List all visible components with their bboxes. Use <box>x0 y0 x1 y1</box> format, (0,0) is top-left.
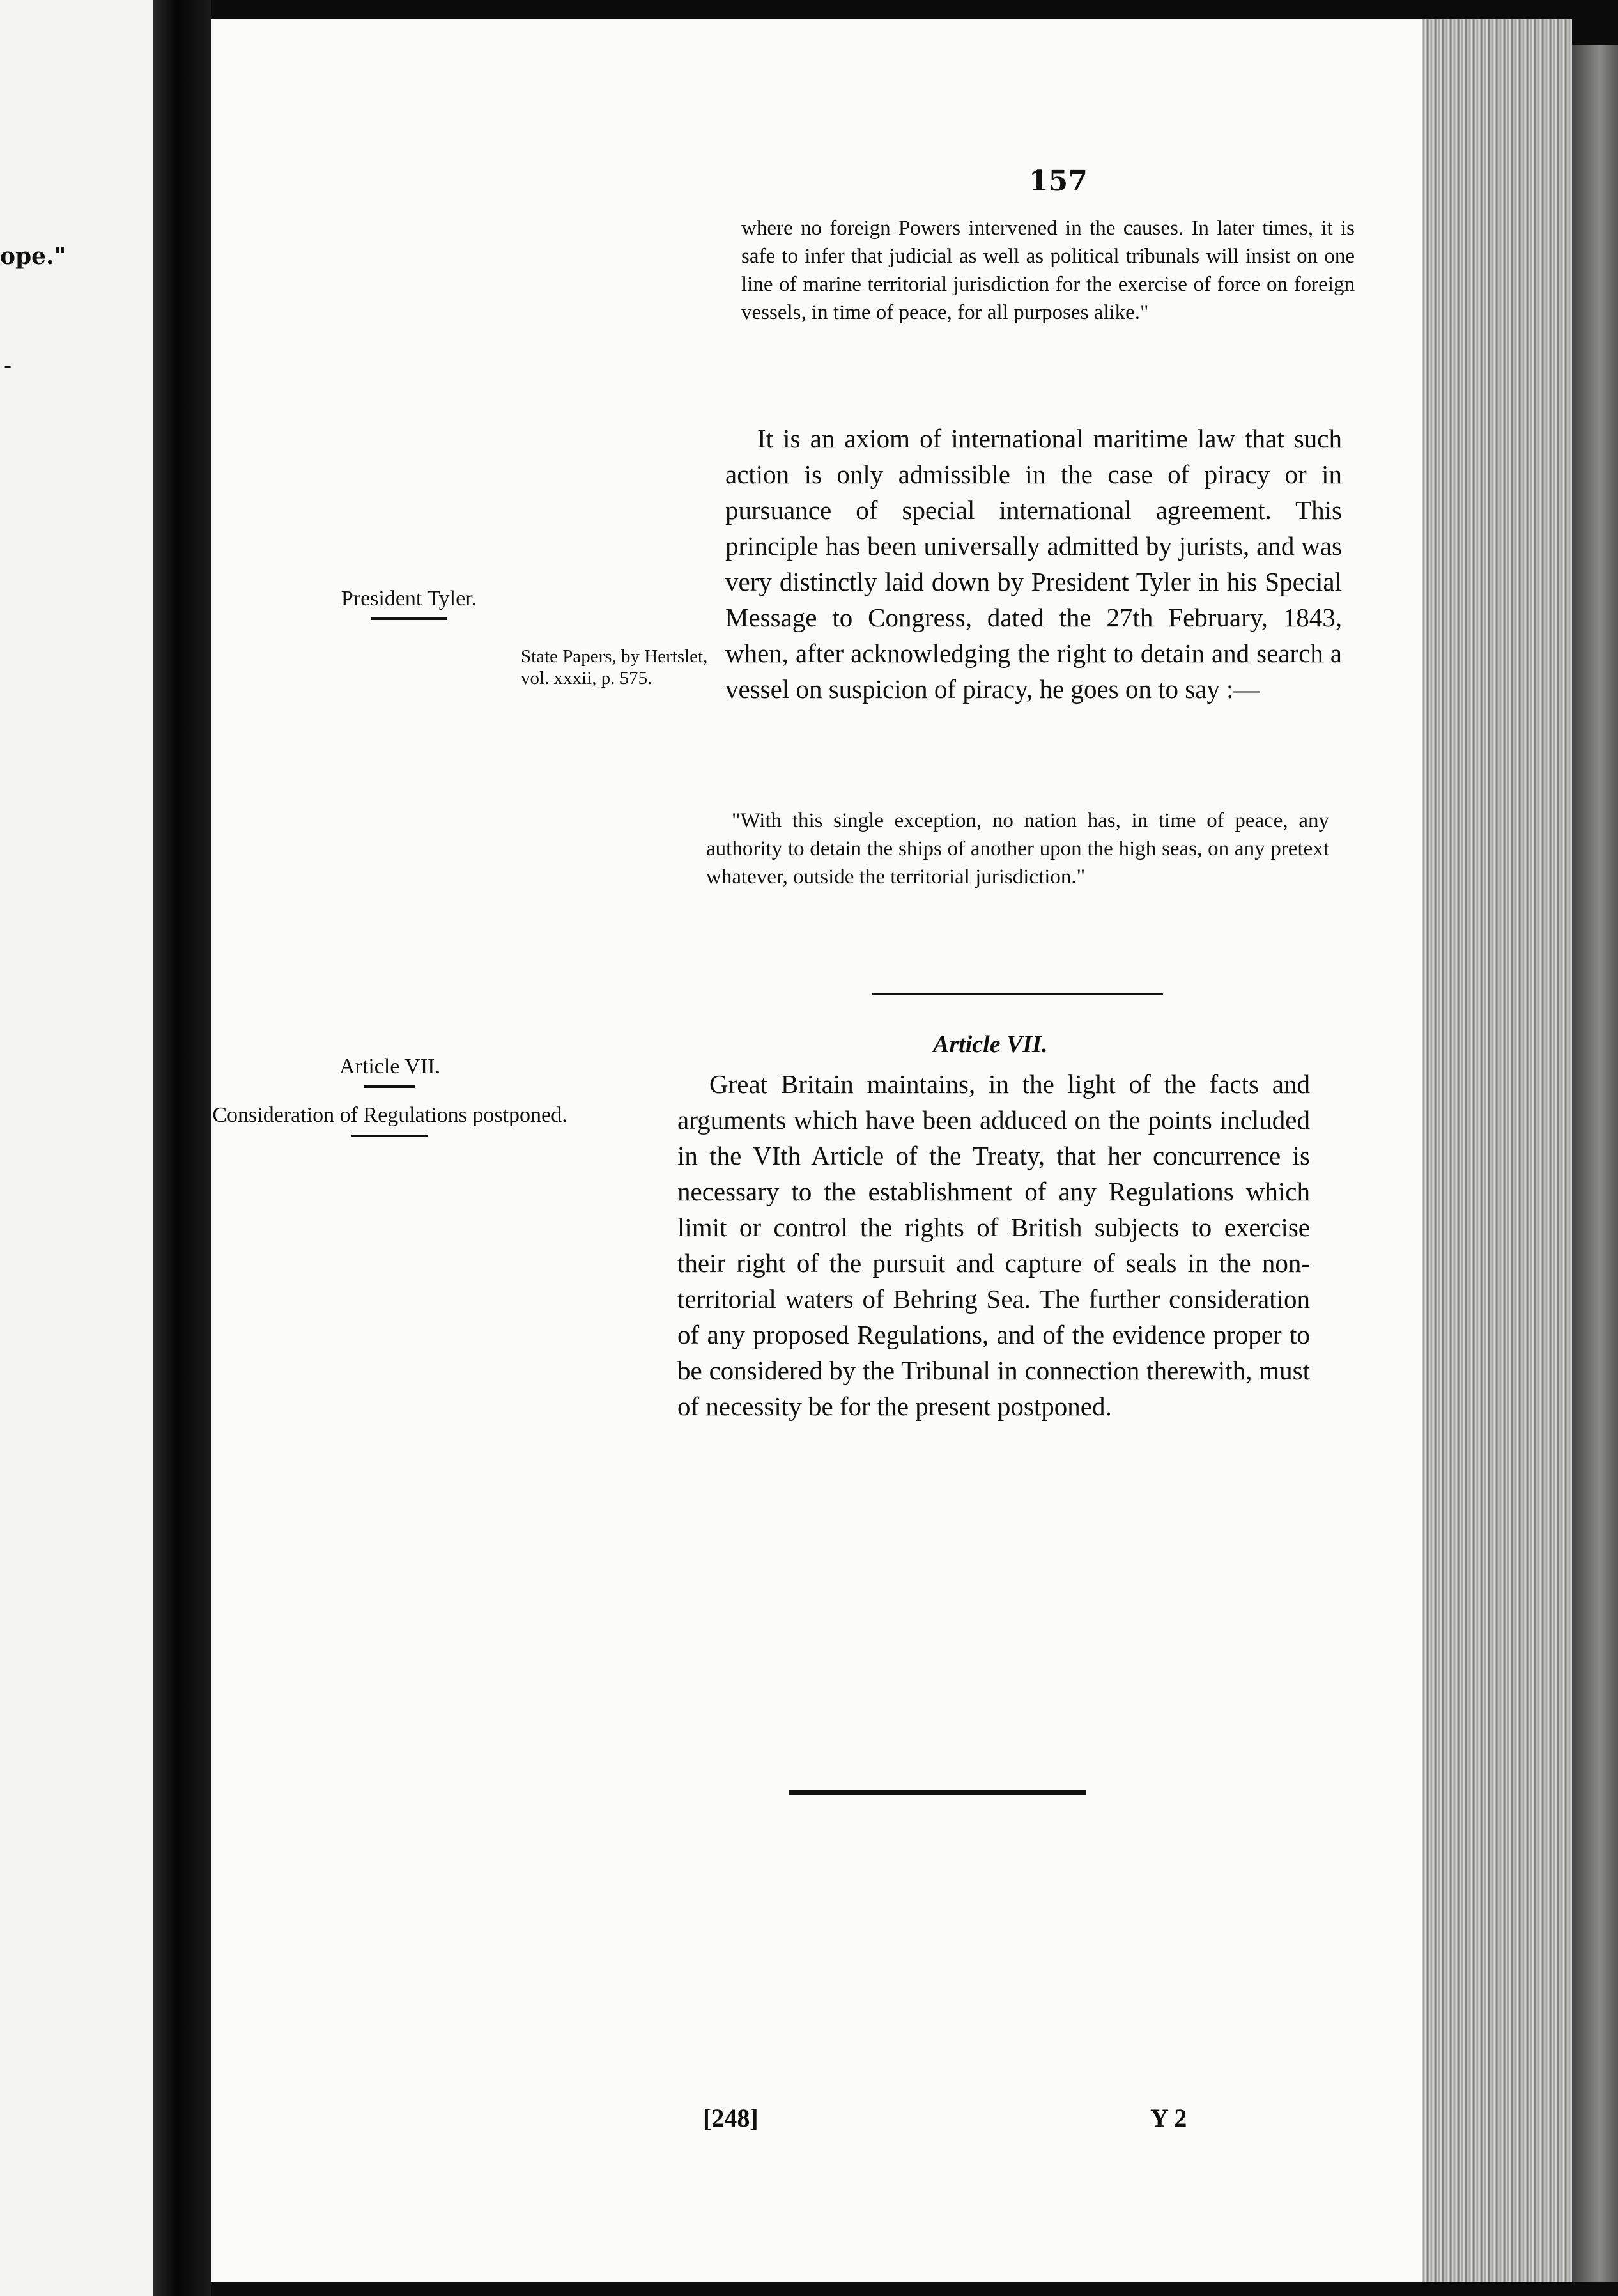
margin-note-rule <box>351 1135 428 1137</box>
page-edges <box>1422 19 1572 2282</box>
book-gutter <box>153 0 211 2296</box>
section-divider <box>872 993 1163 995</box>
facing-page-dash: - <box>4 353 12 379</box>
margin-note-state-papers: State Papers, by Hertslet, vol. xxxii, p. 575. <box>521 646 708 688</box>
margin-note-rule <box>364 1085 415 1088</box>
margin-note-rule <box>371 617 447 620</box>
margin-note-article-vii-text: Article VII. <box>339 1055 440 1078</box>
article-heading: Article VII. <box>933 1031 1048 1058</box>
margin-note-consideration-text: Consideration of Regulations postponed. <box>212 1103 567 1127</box>
sheet-number: [248] <box>703 2104 759 2132</box>
paragraph-axiom: It is an axiom of international maritime law that such action is only admissible in the case of piracy or in pursuance of special international agreement. This principle has been universally admitted by jurists, and was very distinctly laid down by President Tyler in his Special Message to Congress, dated the 27th February, 1843, when, after acknowledging the right to detain and search a vessel on suspicion of piracy, he goes on to say :— <box>725 424 1342 704</box>
tyler-quote: "With this single exception, no nation has, in time of peace, any authority to detain the ships of another upon the high seas, on any pretext whatever, outside the territorial jurisdiction." <box>706 809 1329 888</box>
signature-mark: Y 2 <box>1150 2104 1187 2132</box>
margin-note-president-tyler <box>320 587 498 620</box>
margin-note-article-vii <box>320 1055 460 1088</box>
page-number: 157 <box>1029 165 1088 198</box>
margin-note-president-tyler-text: President Tyler. <box>341 587 477 610</box>
facing-page <box>0 0 153 2296</box>
quote-continuation: where no foreign Powers intervened in the causes. In later times, it is safe to infer that judicial as well as political tribunals will insist on one line of marine territorial jurisdiction for the exercise of force on foreign vessels, in time of peace, for all purposes alike." <box>741 217 1355 324</box>
end-rule <box>789 1790 1086 1795</box>
margin-note-consideration <box>211 1103 569 1137</box>
facing-page-fragment: ope." <box>0 243 66 270</box>
book-cover-edge <box>1572 45 1618 2282</box>
paragraph-article-vii: Great Britain maintains, in the light of the facts and arguments which have been adduced on the points included in the VIth Article of the Treaty, that her concurrence is necessary to the establishment of any Regulations which limit or control the rights of British subjects to exercise their right of the pursuit and capture of seals in the non-territorial waters of Behring Sea. The further consideration of any proposed Regulations, and of the evidence proper to be considered by the Tribunal in connection therewith, must of necessity be for the present postponed. <box>677 1069 1310 1421</box>
